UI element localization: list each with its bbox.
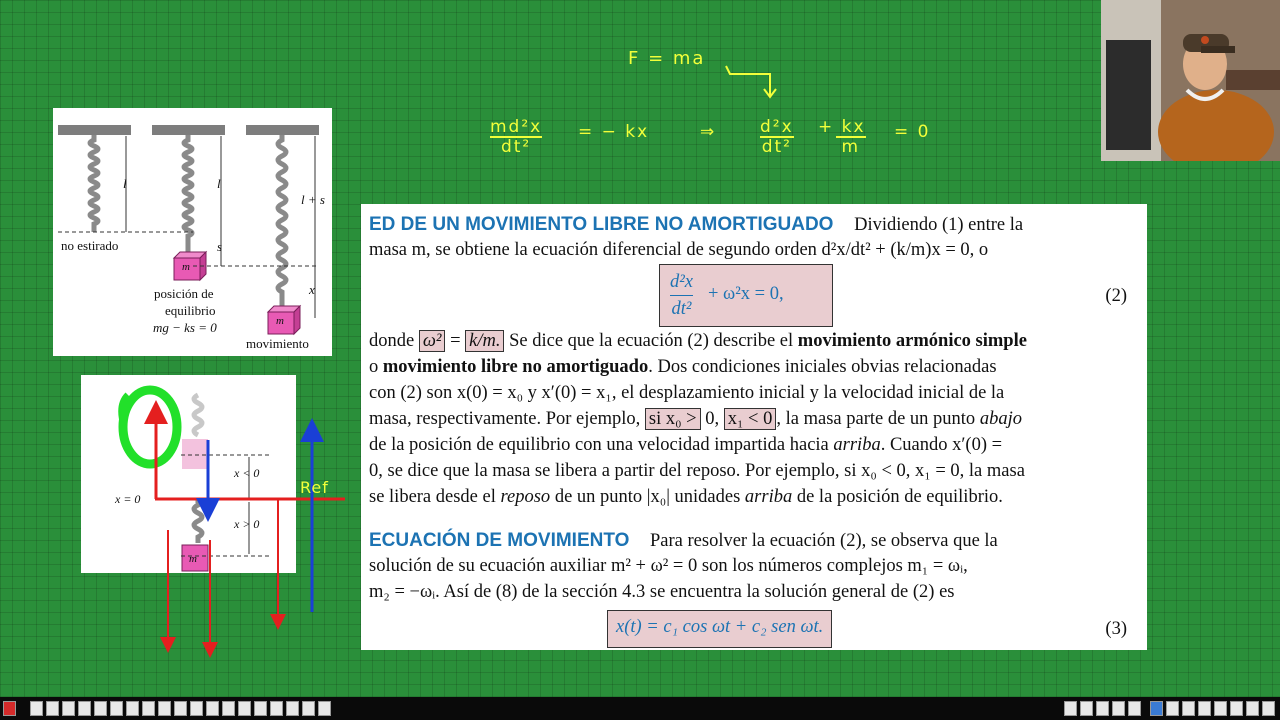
k-over-m-box: k/m.	[465, 330, 504, 352]
equation-3-box: x(t) = c₁ cos ωt + c₂ sen ωt.	[607, 610, 832, 648]
tool-icon-4[interactable]	[78, 701, 91, 716]
d2x-denominator: dt²	[761, 137, 792, 157]
tool-icon-5[interactable]	[94, 701, 107, 716]
spring-figure-bottom	[81, 375, 296, 573]
line-7-arriba: arriba	[833, 435, 881, 455]
tool-icon-17[interactable]	[286, 701, 299, 716]
mass-label-bottom: m	[189, 553, 197, 565]
line-10-text: Para resolver la ecuación (2), se observa que la	[650, 531, 998, 551]
line-6-mid: , la masa parte de un punto	[776, 409, 976, 429]
heading-ecuacion-movimiento: ECUACIÓN DE MOVIMIENTO	[369, 530, 630, 551]
tool-icon-12[interactable]	[206, 701, 219, 716]
tool-icon-2[interactable]	[46, 701, 59, 716]
line-1-text: Dividiendo (1) entre la	[854, 215, 1024, 235]
tool-icon-31[interactable]	[1262, 701, 1275, 716]
label-l-2: l	[217, 176, 221, 191]
tool-icon-19[interactable]	[318, 701, 331, 716]
tool-icon-1[interactable]	[30, 701, 43, 716]
line-4-bold: movimiento libre no amortiguado	[382, 357, 649, 377]
tool-icon-30[interactable]	[1246, 701, 1259, 716]
tool-icon-13[interactable]	[222, 701, 235, 716]
presenter-video	[1101, 0, 1280, 161]
tool-icon-28[interactable]	[1214, 701, 1227, 716]
line-6-abajo: abajo	[979, 409, 1022, 429]
label-s: s	[217, 239, 223, 254]
tool-icon-14[interactable]	[238, 701, 251, 716]
reference-diagram	[81, 375, 296, 573]
line-6-zero: 0,	[705, 409, 720, 429]
handwritten-equals-zero: = 0	[894, 122, 931, 142]
line-6	[369, 409, 1131, 430]
handwritten-minus-kx: = − kx	[578, 122, 650, 142]
equation-3-number: (3)	[1105, 619, 1127, 639]
tool-icon-24[interactable]	[1128, 701, 1141, 716]
textbook-excerpt	[361, 204, 1147, 650]
line-7	[369, 435, 1131, 456]
handwritten-arrow	[700, 62, 790, 104]
tool-icon-8[interactable]	[142, 701, 155, 716]
line-2: masa m, se obtiene la ecuación diferencial de segundo orden d²x/dt² + (k/m)x = 0, o	[369, 240, 989, 260]
equation-2-box	[659, 264, 833, 327]
lhs-numerator: md²x	[490, 117, 543, 137]
handwritten-d2x-dt2	[760, 118, 794, 156]
line-7-text: de la posición de equilibrio con una velocidad impartida hacia	[369, 435, 829, 455]
drawing-toolbar	[0, 697, 1280, 720]
label-x-greater-than-zero: x > 0	[234, 517, 260, 531]
mass-label-1: m	[182, 261, 190, 273]
tool-icon-20[interactable]	[1064, 701, 1077, 716]
x0-positive-box: si x₀ >	[645, 408, 701, 430]
line-9-mid: de un punto |x₀| unidades	[554, 487, 741, 507]
line-3	[369, 331, 1131, 352]
handwritten-ref-label: Ref	[300, 478, 329, 497]
label-x-equals-zero: x = 0	[115, 492, 141, 506]
line-4-text: . Dos condiciones iniciales obvias relacionadas	[648, 357, 997, 377]
line-7-end: . Cuando x′(0) =	[880, 435, 1003, 455]
equation-2-rest: + ω²x = 0,	[708, 284, 784, 304]
tool-icon-6[interactable]	[110, 701, 123, 716]
line-8: 0, se dice que la masa se libera a partir del reposo. Por ejemplo, si x₀ < 0, x₁ = 0, la masa	[369, 461, 1025, 481]
label-equilibrium-equation: mg − ks = 0	[153, 320, 217, 335]
label-equilibrio: equilibrio	[165, 303, 216, 318]
line-12: m₂ = −ωᵢ. Así de (8) de la sección 4.3 se encuentra la solución general de (2) es	[369, 582, 955, 602]
tool-icon-22[interactable]	[1096, 701, 1109, 716]
line-3-bold: movimiento armónico simple	[797, 331, 1027, 351]
lhs-denominator: dt²	[490, 136, 542, 156]
heading-movimiento-libre: ED DE UN MOVIMIENTO LIBRE NO AMORTIGUADO	[369, 214, 834, 235]
label-l-1: l	[123, 176, 127, 191]
line-5: con (2) son x(0) = x₀ y x′(0) = x₁, el desplazamiento inicial y la velocidad inicial de la	[369, 383, 1005, 403]
tool-icon-16[interactable]	[270, 701, 283, 716]
x1-negative-box: x₁ < 0	[724, 408, 777, 430]
line-9-text: se libera desde el	[369, 487, 496, 507]
omega-squared-box: ω²	[419, 330, 446, 352]
line-1	[369, 214, 1131, 236]
tool-icon-18[interactable]	[302, 701, 315, 716]
tool-icon-26[interactable]	[1182, 701, 1195, 716]
handwritten-kx-over-m	[818, 118, 866, 156]
tool-icon-23[interactable]	[1112, 701, 1125, 716]
line-3-text: Se dice que la ecuación (2) describe el	[509, 331, 794, 351]
app-logo-icon[interactable]	[3, 701, 16, 716]
label-l-plus-s: l + s	[301, 192, 325, 207]
d2x-numerator: d²x	[760, 117, 794, 137]
line-11: solución de su ecuación auxiliar m² + ω² = 0 son los números complejos m₁ = ωᵢ,	[369, 556, 968, 576]
handwritten-implies: ⇒	[700, 122, 717, 142]
tool-icon-21[interactable]	[1080, 701, 1093, 716]
line-9-reposo: reposo	[500, 487, 551, 507]
tool-icon-9[interactable]	[158, 701, 171, 716]
tool-icon-25[interactable]	[1166, 701, 1179, 716]
handwritten-f-equals-ma: F = ma	[628, 48, 706, 69]
tool-icon-27[interactable]	[1198, 701, 1211, 716]
line-9	[369, 487, 1131, 508]
line-3-equals: =	[450, 331, 461, 351]
tool-icon-10[interactable]	[174, 701, 187, 716]
label-movimiento: movimiento	[246, 336, 309, 351]
line-4-o: o	[369, 357, 379, 377]
line-4	[369, 357, 1131, 378]
tool-icon-7[interactable]	[126, 701, 139, 716]
line-10	[369, 530, 1131, 552]
equation-2-numerator: d²x	[670, 272, 694, 292]
tool-icon-15[interactable]	[254, 701, 267, 716]
equation-2-fraction	[670, 269, 693, 322]
tool-icon-29[interactable]	[1230, 701, 1243, 716]
line-6-text: masa, respectivamente. Por ejemplo,	[369, 409, 641, 429]
select-tool-icon[interactable]	[1150, 701, 1163, 716]
label-posicion-de: posición de	[154, 286, 214, 301]
label-x-less-than-zero: x < 0	[234, 466, 260, 480]
line-9-end: de la posición de equilibrio.	[796, 487, 1003, 507]
equation-2-number: (2)	[1105, 286, 1127, 306]
webcam-overlay	[1101, 0, 1280, 161]
tool-icon-11[interactable]	[190, 701, 203, 716]
line-3-donde: donde	[369, 331, 415, 351]
handwritten-m-d2x-dt2	[490, 118, 542, 156]
equation-2-denominator: dt²	[670, 295, 693, 322]
kx-denominator: m	[836, 136, 866, 156]
label-no-estirado: no estirado	[61, 238, 119, 253]
tool-icon-3[interactable]	[62, 701, 75, 716]
label-x: x	[309, 282, 315, 297]
mass-label-2: m	[276, 315, 284, 327]
spring-figure-top	[53, 108, 332, 356]
line-9-arriba: arriba	[744, 487, 793, 507]
kx-numerator: + kx	[818, 117, 866, 137]
